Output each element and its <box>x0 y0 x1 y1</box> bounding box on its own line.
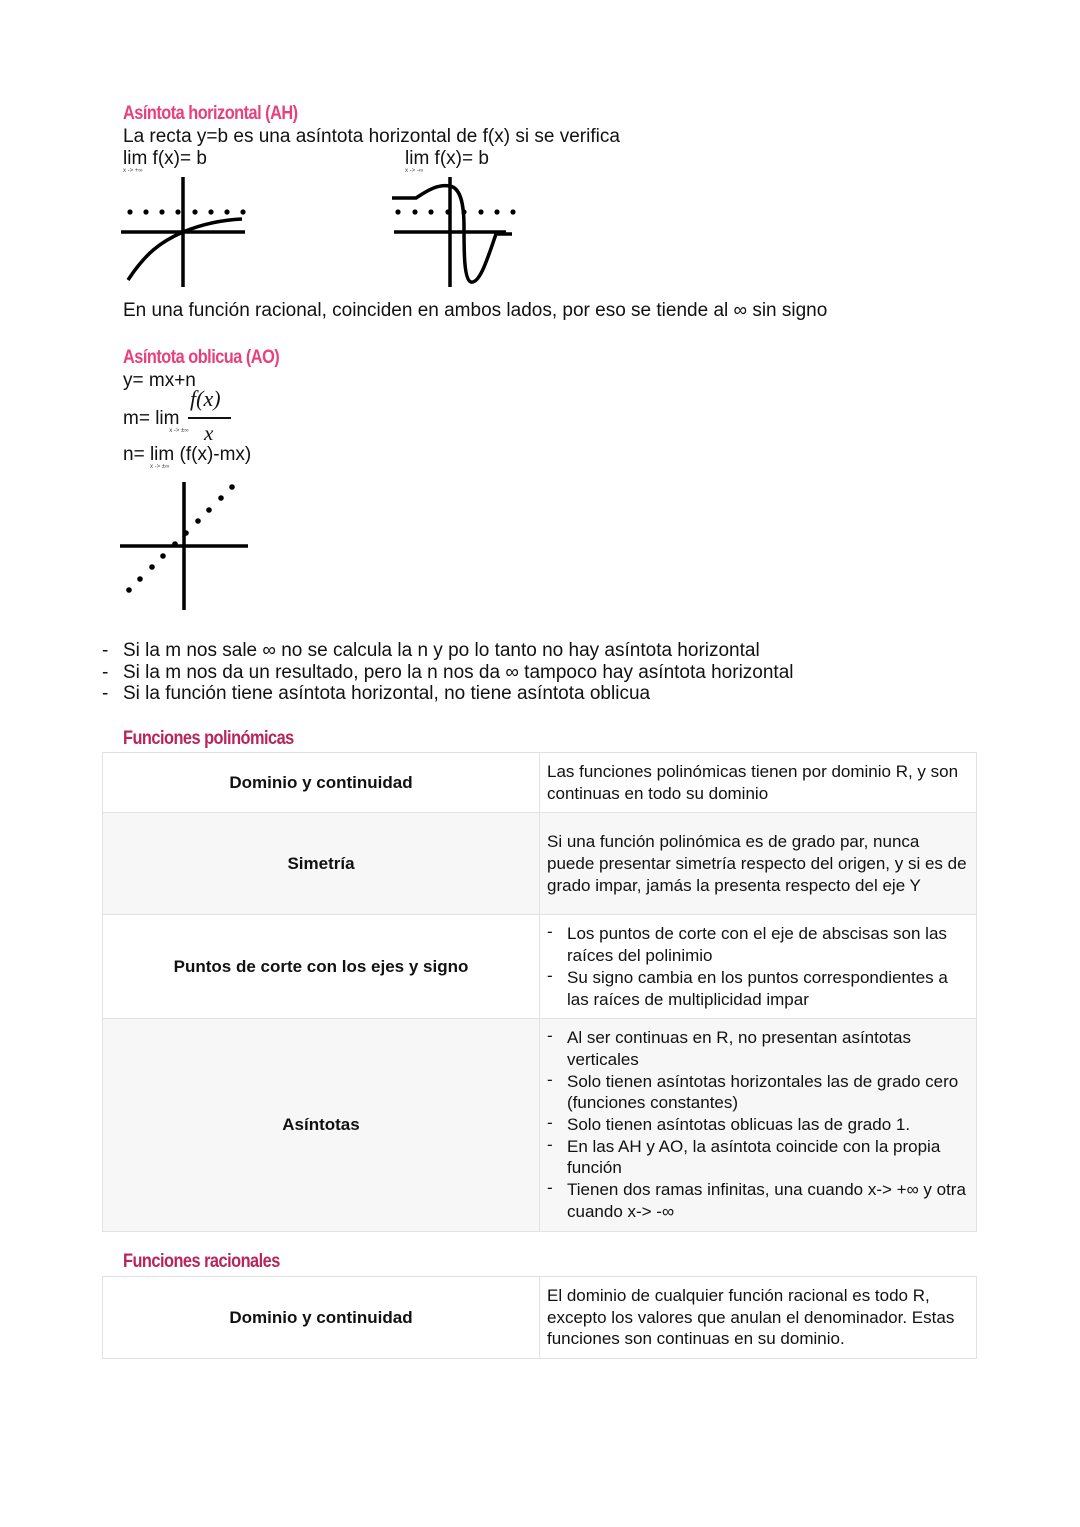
lim-expression: f(x)= b <box>429 148 489 169</box>
lim-operator: lim x -> +∞ <box>123 148 148 174</box>
lim-subscript: x -> +∞ <box>123 168 143 174</box>
racionales-table <box>102 1276 977 1359</box>
list-item: - En las AH y AO, la asíntota coincide con la propia función <box>547 1134 941 1178</box>
table-row <box>103 813 977 915</box>
table-row <box>103 1019 977 1231</box>
row-value <box>540 1019 977 1231</box>
table-row <box>103 915 977 1019</box>
lim-expression: f(x)= b <box>147 148 207 169</box>
list-item: - Su signo cambia en los puntos correspondientes a las raíces de multiplicidad impar <box>547 965 948 1009</box>
asymptote-graph-minus-infinity-icon <box>388 172 528 292</box>
table-row <box>103 1277 977 1359</box>
lim-subscript: x -> ±∞ <box>169 428 189 434</box>
lim-operator: lim x -> ±∞ <box>155 408 189 434</box>
list-item: - Al ser continuas en R, no presentan asíntotas verticales <box>547 1026 911 1069</box>
row-value: Las funciones polinómicas tienen por dominio R, y son continuas en todo su dominio <box>540 753 977 813</box>
list-item: - Los puntos de corte con el eje de abscisas son las raíces del polinimio <box>547 922 947 966</box>
function-curve <box>392 186 512 282</box>
lim-operator: lim x -> ±∞ <box>149 444 175 470</box>
fraction-bar <box>188 417 231 419</box>
bullet-dash: - <box>547 965 553 985</box>
list-item: - Si la m nos da un resultado, pero la n nos da ∞ tampoco hay asíntota horizontal <box>102 661 794 683</box>
asymptote-dotted-line <box>127 209 245 214</box>
row-key: Puntos de corte con los ejes y signo <box>103 915 540 1019</box>
bullet-dash: - <box>102 640 109 661</box>
ah-definition: La recta y=b es una asíntota horizontal de f(x) si se verifica <box>123 126 620 147</box>
ao-n-formula <box>123 444 252 470</box>
cell-list <box>547 923 968 1010</box>
list-item: - Si la m nos sale ∞ no se calcula la n y po lo tanto no hay asíntota horizontal <box>102 640 760 661</box>
ao-heading: Asíntota oblicua (AO) <box>123 347 280 368</box>
function-curve <box>128 219 242 280</box>
ao-notes-list <box>102 640 794 705</box>
lim-subscript: x -> ±∞ <box>149 464 170 470</box>
m-denominator: x <box>204 421 214 445</box>
row-value: El dominio de cualquier función racional es todo R, excepto los valores que anulan el denominador. Estas funciones son continuas en su dominio. <box>540 1277 977 1359</box>
bullet-dash: - <box>547 1113 553 1133</box>
n-expression: (f(x)-mx) <box>174 444 252 465</box>
bullet-dash: - <box>102 661 109 683</box>
bullet-dash: - <box>547 1134 553 1154</box>
oblique-asymptote-graph-icon <box>115 478 255 618</box>
list-item: - Solo tienen asíntotas horizontales las de grado cero (funciones constantes) <box>547 1069 959 1113</box>
m-numerator: f(x) <box>190 386 221 411</box>
asymptote-dotted-line <box>126 484 235 593</box>
row-key: Dominio y continuidad <box>103 753 540 813</box>
list-item: - Si la función tiene asíntota horizontal, no tiene asíntota oblicua <box>102 683 651 704</box>
racionales-heading: Funciones racionales <box>123 1251 280 1272</box>
row-key: Asíntotas <box>103 1019 540 1231</box>
table-row <box>103 753 977 813</box>
bullet-dash: - <box>547 1178 553 1198</box>
ao-m-formula <box>123 408 189 434</box>
bullet-dash: - <box>547 922 553 942</box>
bullet-dash: - <box>547 1026 553 1046</box>
polinomicas-table <box>102 752 977 1232</box>
n-prefix: n= <box>123 444 150 465</box>
lim-subscript: x -> -∞ <box>405 168 424 174</box>
list-item: - Solo tienen asíntotas oblicuas las de grado 1. <box>547 1113 911 1135</box>
row-value: Si una función polinómica es de grado par, nunca puede presentar simetría respecto del origen, y si es de grado impar, jamás la presenta respecto del eje Y <box>540 813 977 915</box>
lim-operator: lim x -> -∞ <box>405 148 430 174</box>
m-prefix: m= <box>123 408 156 429</box>
list-item: - Tienen dos ramas infinitas, una cuando x-> +∞ y otra cuando x-> -∞ <box>547 1178 966 1221</box>
cell-list <box>547 1027 968 1222</box>
row-key: Dominio y continuidad <box>103 1277 540 1359</box>
row-key: Simetría <box>103 813 540 915</box>
bullet-dash: - <box>102 683 109 704</box>
ah-heading: Asíntota horizontal (AH) <box>123 103 298 124</box>
ah-limit-left <box>405 148 489 174</box>
ao-equation: y= mx+n <box>123 370 196 391</box>
polinomicas-heading: Funciones polinómicas <box>123 728 294 749</box>
asymptote-graph-plus-infinity-icon <box>115 172 255 292</box>
ah-note: En una función racional, coinciden en ambos lados, por eso se tiende al ∞ sin signo <box>123 300 828 321</box>
ah-limit-right <box>123 148 207 174</box>
bullet-dash: - <box>547 1069 553 1089</box>
asymptote-dotted-line <box>395 209 515 214</box>
row-value <box>540 915 977 1019</box>
